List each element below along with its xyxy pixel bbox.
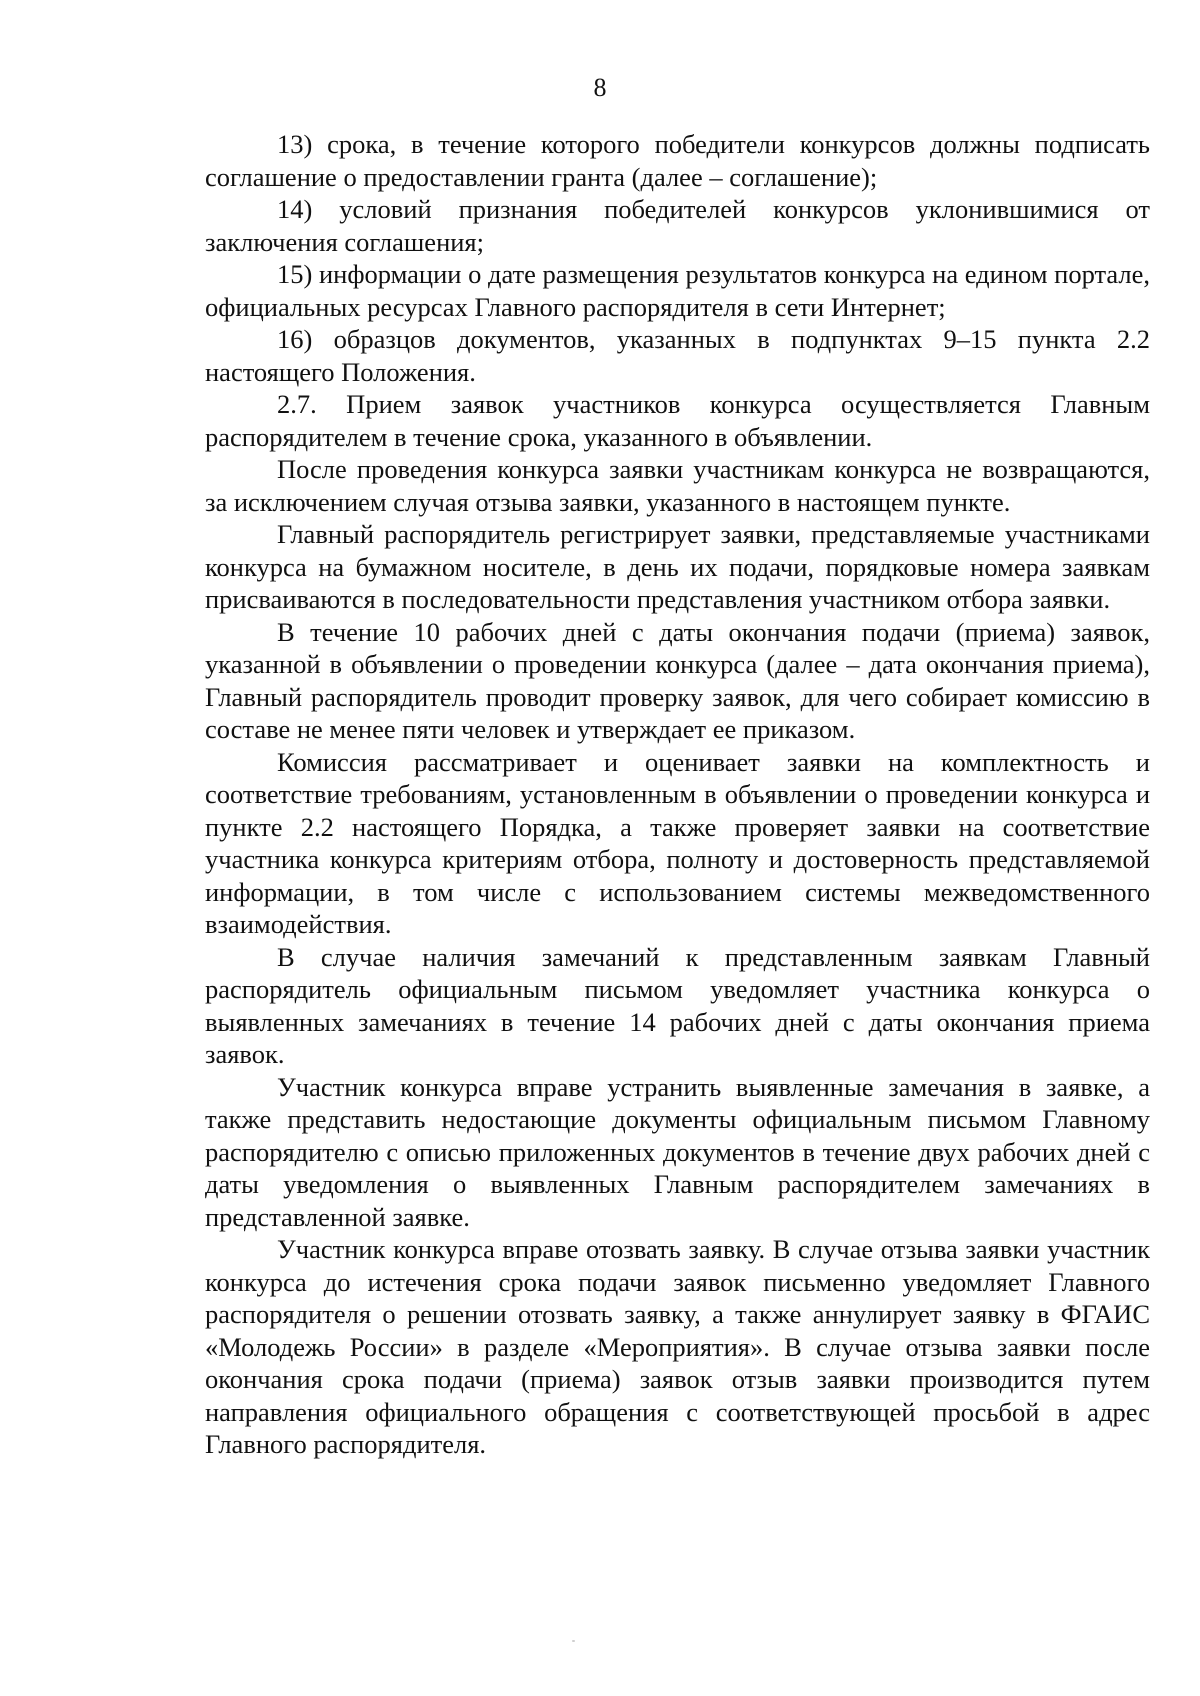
paragraph-no-return: После проведения конкурса заявки участникам конкурса не возвращаются, за исключением случая отзыва заявки, указанного в настоящем пункте. [205, 454, 1150, 517]
document-body [205, 128, 1150, 1461]
paragraph-withdrawal: Участник конкурса вправе отозвать заявку. В случае отзыва заявки участник конкурса до истечения срока подачи заявок письменно уведомляет Главного распорядителя о решении отозвать заявку, а также аннулирует заявку в ФГАИС «Молодежь России» в разделе «Мероприятия». В случае отзыва заявки после окончания срока подачи (приема) заявок отзыв заявки производится путем направления официального обращения с соответствующей просьбой в адрес Главного распорядителя. [205, 1234, 1150, 1459]
paragraph-corrections: Участник конкурса вправе устранить выявленные замечания в заявке, а также представить недостающие документы официальным письмом Главному распорядителю с описью приложенных документов в течение двух рабочих дней с даты уведомления о выявленных Главным распорядителем замечаниях в представленной заявке. [205, 1071, 1150, 1232]
paragraph-item-16: 16) образцов документов, указанных в подпунктах 9–15 пункта 2.2 настоящего Положения. [205, 324, 1150, 387]
paragraph-commission: Комиссия рассматривает и оценивает заявки на комплектность и соответствие требованиям, установленным в объявлении о проведении конкурса и пункте 2.2 настоящего Порядка, а также проверяет заявки на соответствие участника конкурса критериям отбора, полноту и достоверность представляемой информации, в том числе с использованием системы межведомственного взаимодействия. [205, 746, 1150, 939]
paragraph-item-15: 15) информации о дате размещения результатов конкурса на едином портале, официальных ресурсах Главного распорядителя в сети Интернет; [205, 259, 1150, 322]
paragraph-item-13: 13) срока, в течение которого победители конкурсов должны подписать соглашение о предоставлении гранта (далее – соглашение); [205, 129, 1150, 192]
paragraph-review-period: В течение 10 рабочих дней с даты окончания подачи (приема) заявок, указанной в объявлении о проведении конкурса (далее – дата окончания приема), Главный распорядитель проводит проверку заявок, для чего собирает комиссию в составе не менее пяти человек и утверждает ее приказом. [205, 616, 1150, 744]
page-number: 8 [593, 73, 607, 102]
scan-speck [572, 1640, 575, 1642]
paragraph-item-14: 14) условий признания победителей конкурсов уклонившимися от заключения соглашения; [205, 194, 1150, 257]
paragraph-remarks: В случае наличия замечаний к представленным заявкам Главный распорядитель официальным письмом уведомляет участника конкурса о выявленных замечаниях в течение 14 рабочих дней с даты окончания приема заявок. [205, 941, 1150, 1069]
paragraph-clause-2-7: 2.7. Прием заявок участников конкурса осуществляется Главным распорядителем в течение срока, указанного в объявлении. [205, 389, 1150, 452]
paragraph-registration: Главный распорядитель регистрирует заявки, представляемые участниками конкурса на бумажном носителе, в день их подачи, порядковые номера заявкам присваиваются в последовательности представления участником отбора заявки. [205, 519, 1150, 614]
